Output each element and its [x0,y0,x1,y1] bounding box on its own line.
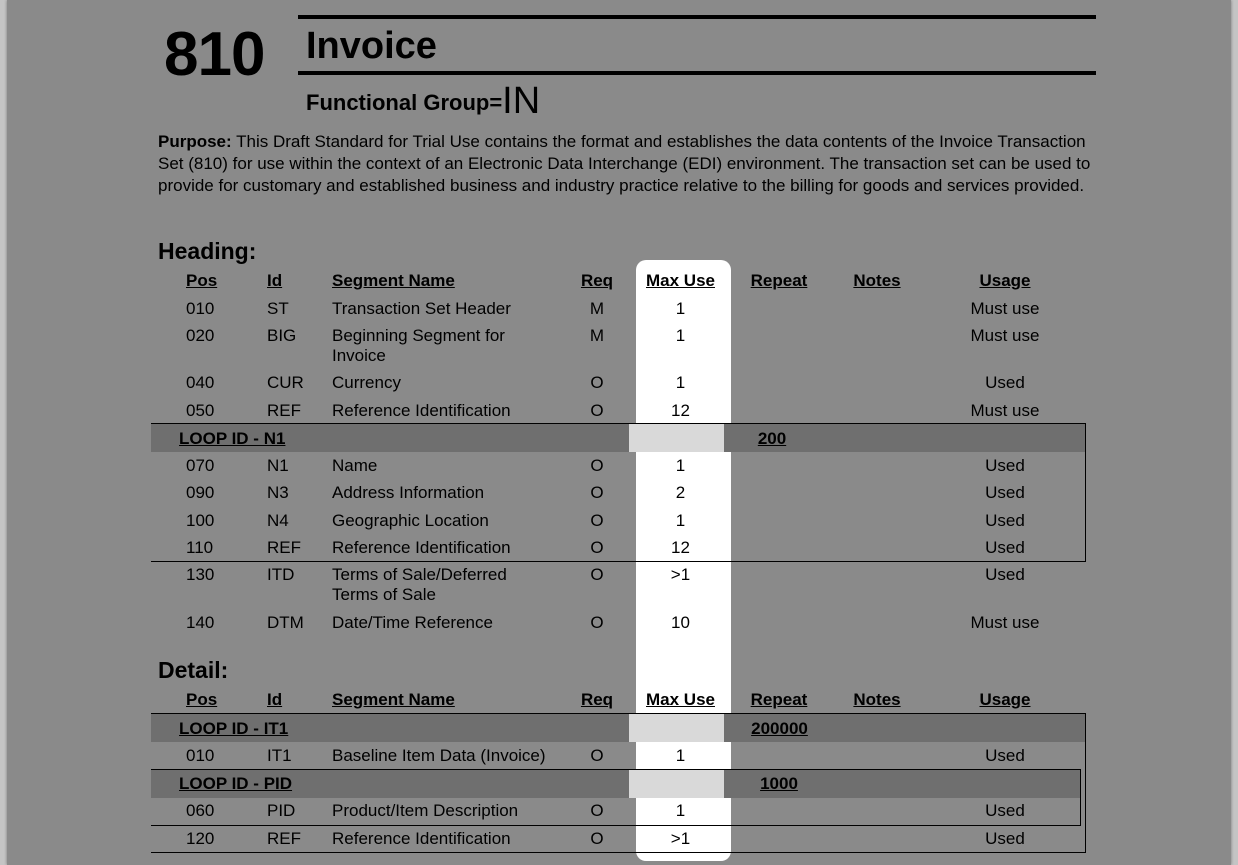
document-title: Invoice [306,25,437,67]
loop-band-gap [629,424,724,452]
cell-usage: Must use [970,401,1040,420]
cell-req: O [590,511,604,530]
loop-band-n1 [151,424,1085,452]
cell-pos: 070 [186,456,215,475]
document-page [7,0,1231,865]
cell-id: N1 [267,456,289,475]
cell-segment-name: Name [332,456,378,475]
col-header-pos: Pos [186,690,218,709]
col-header-pos: Pos [186,271,218,290]
col-header-segment-name: Segment Name [332,690,455,709]
cell-id: REF [267,401,301,420]
col-header-id: Id [267,690,283,709]
purpose-paragraph [158,131,1098,196]
functional-group [306,82,540,120]
cell-pos: 100 [186,511,215,530]
col-header-usage: Usage [979,690,1031,709]
cell-usage: Used [985,801,1025,820]
cell-max-use: 1 [675,456,686,475]
cell-segment-name: Reference Identification [332,538,511,557]
loop-band-gap [629,714,724,742]
heading-section-title: Heading: [158,238,257,264]
cell-usage: Must use [970,326,1040,345]
cell-pos: 090 [186,483,215,502]
cell-max-use: 1 [675,746,686,765]
col-header-max-use: Max Use [646,271,715,290]
cell-segment-name: Transaction Set Header [332,299,511,318]
cell-usage: Used [985,456,1025,475]
col-header-notes: Notes [853,271,901,290]
cell-id: CUR [267,373,304,392]
loop-repeat-it1: 200000 [751,719,808,738]
cell-id: ST [267,299,289,318]
cell-max-use: 1 [675,511,686,530]
cell-segment-name: Currency [332,373,401,392]
cell-max-use: 10 [671,613,690,632]
cell-usage: Must use [970,299,1040,318]
cell-segment-name: Reference Identification [332,829,511,848]
top-rule [298,15,1096,19]
col-header-notes: Notes [853,690,901,709]
cell-max-use: 1 [675,326,686,345]
cell-req: O [590,746,604,765]
cell-usage: Used [985,538,1025,557]
cell-usage: Used [985,746,1025,765]
functional-group-value: IN [502,80,541,122]
col-header-repeat: Repeat [750,690,808,709]
cell-pos: 120 [186,829,215,848]
cell-req: O [590,483,604,502]
cell-pos: 010 [186,299,215,318]
cell-segment-name: Date/Time Reference [332,613,493,632]
cell-max-use: 12 [671,401,690,420]
col-header-repeat: Repeat [750,271,808,290]
cell-max-use: 1 [675,801,686,820]
cell-usage: Used [985,829,1025,848]
cell-id: BIG [267,326,297,345]
purpose-label: Purpose: [158,132,232,151]
loop-label-it1: LOOP ID - IT1 [179,719,289,738]
loop-repeat-n1: 200 [757,429,787,448]
col-header-id: Id [267,271,283,290]
cell-req: O [590,401,604,420]
cell-usage: Must use [970,613,1040,632]
cell-id: N3 [267,483,289,502]
cell-id: REF [267,829,301,848]
cell-id: ITD [267,565,295,584]
cell-segment-name: Baseline Item Data (Invoice) [332,746,546,765]
cell-req: M [589,299,605,318]
detail-section-title: Detail: [158,657,229,683]
title-rule [298,71,1096,75]
cell-pos: 130 [186,565,215,584]
cell-req: O [590,538,604,557]
cell-pos: 110 [186,538,214,557]
cell-max-use: 2 [675,483,686,502]
col-header-req: Req [580,271,614,290]
purpose-text: This Draft Standard for Trial Use contains the format and establishes the data contents of the Invoice Transaction Set (810) for use within the context of an Electronic Data Interchange (EDI) environment. The transaction set can be used to provide for customary and established business and industry practice relative to the billing for goods and services provided. [158,132,1091,195]
cell-usage: Used [985,511,1025,530]
cell-max-use: >1 [670,565,691,584]
cell-pos: 010 [186,746,215,765]
cell-usage: Used [985,483,1025,502]
cell-req: O [590,456,604,475]
cell-segment-name: Terms of Sale/Deferred Terms of Sale [332,565,507,604]
cell-req: M [589,326,605,345]
cell-req: O [590,565,604,584]
cell-req: O [590,801,604,820]
cell-id: IT1 [267,746,292,765]
cell-pos: 050 [186,401,215,420]
loop-repeat-pid: 1000 [760,774,798,793]
loop-band-gap [629,770,724,798]
cell-id: REF [267,538,301,557]
cell-req: O [590,613,604,632]
cell-usage: Used [985,565,1025,584]
cell-segment-name: Geographic Location [332,511,489,530]
form-number: 810 [164,20,265,89]
cell-max-use: 1 [675,299,686,318]
cell-segment-name: Reference Identification [332,401,511,420]
cell-max-use: >1 [670,829,691,848]
cell-id: N4 [267,511,289,530]
cell-pos: 140 [186,613,215,632]
cell-pos: 060 [186,801,215,820]
cell-id: DTM [267,613,304,632]
loop-label-pid: LOOP ID - PID [179,774,293,793]
cell-id: PID [267,801,296,820]
cell-segment-name: Product/Item Description [332,801,519,820]
loop-band-it1 [151,714,1085,742]
col-header-req: Req [580,690,614,709]
cell-req: O [590,373,604,392]
cell-segment-name: Address Information [332,483,485,502]
col-header-segment-name: Segment Name [332,271,455,290]
cell-max-use: 12 [671,538,690,557]
col-header-max-use: Max Use [646,690,715,709]
cell-req: O [590,829,604,848]
cell-max-use: 1 [675,373,686,392]
col-header-usage: Usage [979,271,1031,290]
cell-segment-name: Beginning Segment for Invoice [332,326,505,365]
loop-label-n1: LOOP ID - N1 [179,429,286,448]
cell-pos: 020 [186,326,215,345]
functional-group-label: Functional Group= [306,90,503,115]
cell-usage: Used [985,373,1025,392]
cell-pos: 040 [186,373,215,392]
